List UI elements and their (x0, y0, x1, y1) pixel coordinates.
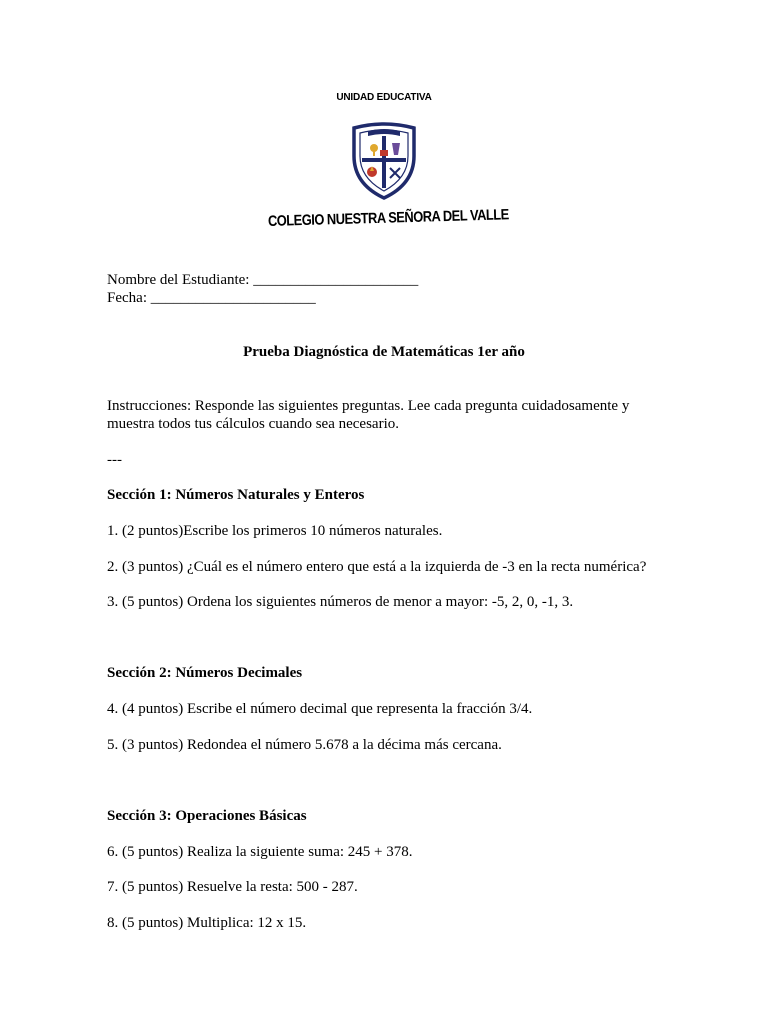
school-crest-logo (350, 122, 418, 200)
question-2: 2. (3 puntos) ¿Cuál es el número entero que está a la izquierda de -3 en la recta numérica? (107, 559, 647, 575)
question-4: 4. (4 puntos) Escribe el número decimal que representa la fracción 3/4. (107, 701, 533, 717)
separator-line: --- (107, 452, 122, 468)
section-3-title: Sección 3: Operaciones Básicas (107, 808, 307, 824)
section-2-title: Sección 2: Números Decimales (107, 665, 303, 681)
question-3: 3. (5 puntos) Ordena los siguientes números de menor a mayor: -5, 2, 0, -1, 3. (107, 594, 574, 610)
document-title: Prueba Diagnóstica de Matemáticas 1er año (243, 344, 525, 360)
student-name-field: Nombre del Estudiante: ______________________ (107, 272, 419, 288)
instructions-paragraph: Instrucciones: Responde las siguientes preguntas. Lee cada pregunta cuidadosamente y muestra todos tus cálculos cuando sea necesario. (107, 398, 630, 432)
school-name-title: COLEGIO NUESTRA SEÑORA DEL VALLE (267, 206, 509, 230)
question-1: 1. (2 puntos)Escribe los primeros 10 números naturales. (107, 523, 443, 539)
question-6: 6. (5 puntos) Realiza la siguiente suma: 245 + 378. (107, 844, 413, 860)
question-8: 8. (5 puntos) Multiplica: 12 x 15. (107, 915, 307, 931)
date-field: Fecha: ______________________ (107, 290, 316, 306)
institution-header: UNIDAD EDUCATIVA (336, 92, 432, 103)
section-1-title: Sección 1: Números Naturales y Enteros (107, 487, 365, 503)
question-7: 7. (5 puntos) Resuelve la resta: 500 - 287. (107, 879, 358, 895)
question-5: 5. (3 puntos) Redondea el número 5.678 a la décima más cercana. (107, 737, 502, 753)
